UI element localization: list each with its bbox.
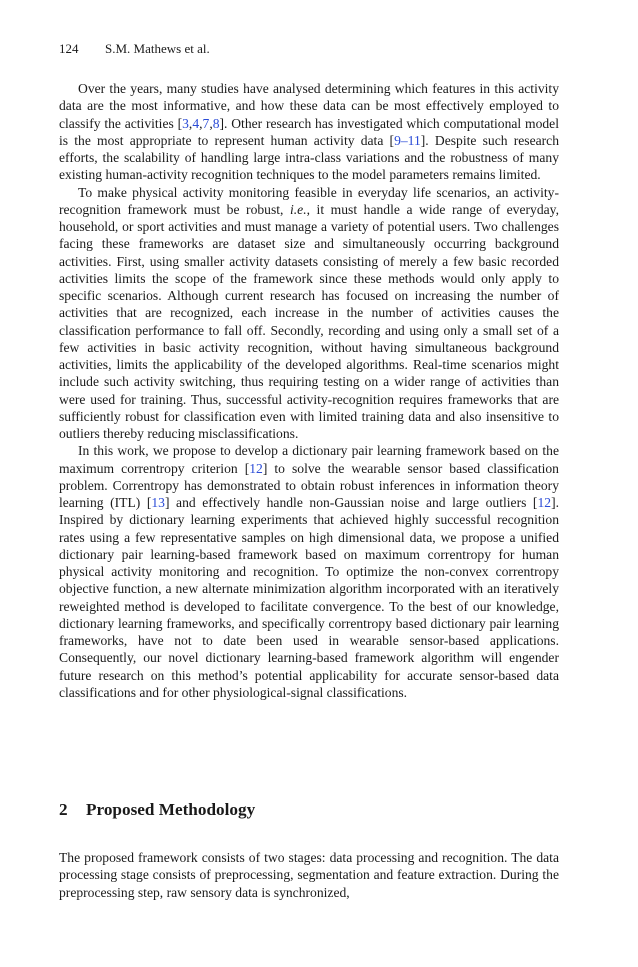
text-run: Over the years, many studies have analysed determining which features in this activity data are the most informative, and how these data can be most effectively employed to classify the activities [ — [59, 81, 559, 131]
section-number: 2 — [59, 800, 68, 819]
page-number: 124 — [59, 41, 79, 56]
running-head-authors: S.M. Mathews et al. — [105, 41, 210, 56]
section-paragraph: The proposed framework consists of two stages: data processing and recognition. The data processing stage consists of preprocessing, segmentation and feature extraction. During the preprocessing step, raw sensory data is synchronized, — [59, 850, 559, 900]
citation-link[interactable]: 13 — [151, 495, 165, 510]
text-run: ]. Inspired by dictionary learning experiments that achieved highly successful recognition rates using a few representative samples on high dimensional data, we propose a unified dictionary pair learning-based framework based on maximum correntropy for human physical activity monitoring and recognition. To optimize the non-convex correntropy objective function, a new alternate minimization algorithm incorporated with an iteratively reweighted method is developed to facilitate convergence. To the best of our knowledge, dictionary learning frameworks, and specifically correntropy based dictionary pair learning frameworks, have not to date been used in wearable sensor-based applications. Consequently, our novel dictionary learning-based framework algorithm will engender future research on this method’s potential applicability for accurate sensor-based data classifications and for other physiological-signal classifications. — [59, 495, 559, 700]
citation-separator: , — [209, 115, 213, 131]
citation-separator: , — [199, 115, 203, 131]
citation-link[interactable]: 12 — [249, 460, 263, 476]
citation-link[interactable]: 9–11 — [394, 132, 421, 148]
citation-link[interactable]: 8 — [212, 115, 220, 131]
citation-link[interactable]: 7 — [202, 115, 210, 131]
text-run: To make physical activity monitoring feasible in everyday life scenarios, an activity-recognition framework must be robust, — [59, 184, 559, 217]
citation-link[interactable]: 12 — [537, 495, 552, 510]
running-head — [59, 41, 210, 57]
citation-link[interactable]: 3 — [182, 115, 189, 131]
text-run: In this work, we propose to develop a dictionary pair learning framework based on the maximum correntropy criterion [ — [59, 443, 559, 476]
body-text — [59, 80, 559, 701]
section-title: Proposed Methodology — [86, 800, 256, 819]
paragraph-2 — [59, 184, 559, 443]
citation-link[interactable]: 4 — [192, 115, 200, 131]
emphasis-ie: i.e. — [289, 201, 307, 217]
text-run: ] and effectively handle non-Gaussian noise and large outliers [ — [164, 495, 538, 510]
text-run: , it must handle a wide range of everyday, household, or sport activities and must manage a variety of potential users. Two challenges facing these frameworks are dataset size and simultaneously occurring background activities. First, using smaller activity datasets consisting of merely a few basic recorded activities limits the scope of the framework since these methods would only apply to specific scenarios. Although current research has focused on increasing the number of activities that are recognized, each increase in the number of activities causes the classification performance to fall off. Secondly, recording and using only a small set of a few activities in basic activity recognition, without having simultaneous background activities, limits the applicability of the developed algorithms. Real-time scenarios might include such activity switching, thus requiring testing on a wider range of activities than were used for training. Thus, successful activity-recognition requires frameworks that are sufficiently robust for classification even with limited training data and also insensitive to outliers thereby reducing misclassifications. — [59, 201, 559, 441]
text-run: ] to solve the wearable sensor based classification problem. Correntropy has demonstrated to obtain robust inferences in information theory learning (ITL) [ — [59, 460, 559, 510]
paragraph-3 — [59, 442, 559, 701]
text-run: ]. Despite such research efforts, the scalability of handling large intra-class variations and the robustness of many existing human-activity recognition techniques to the model parameters remains limited. — [59, 132, 559, 183]
section-heading — [59, 799, 255, 821]
text-run: ]. Other research has investigated which computational model is the most appropriate to represent human activity data [ — [59, 115, 559, 148]
paragraph-1 — [59, 80, 559, 184]
citation-separator: , — [188, 115, 193, 131]
section-body — [59, 849, 559, 901]
